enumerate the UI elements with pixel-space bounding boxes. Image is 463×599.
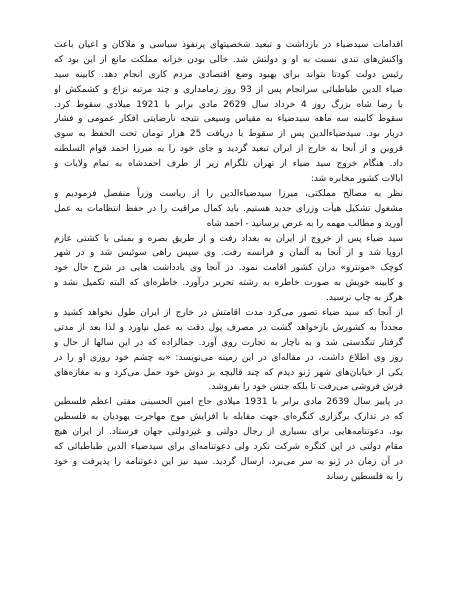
text-line: با رضا شاه بزرگ روز 4 خرداد سال 2629 مادی برابر با 1921 میلادی سقوط کرد.	[54, 99, 403, 110]
text-line: آورید و مطالب مهمه را به عرض برسانید - احمد شاه	[206, 218, 403, 229]
text-line: واکنش‌های تندی نسبت به او و دولتش شد. خالی بودن خزانه مملکت مانع از این بود که	[54, 54, 403, 65]
text-line: قزوین و از آنجا به خارج از ایران تبعید گردید و جای خود را به میرزا احمد قوام السلطنه	[54, 144, 403, 155]
text-line: در پاییز سال 2639 مادی برابر با 1931 میلادی حاج امین الحسینی مفتی اعظم فلسطین	[54, 397, 403, 408]
text-line: اقدامات سیدضیاء در بازداشت و تبعید شخصیتهای پرنفوذ سیاسی و ملاکان و اعیان باعث	[54, 40, 403, 50]
paragraph-4	[54, 306, 403, 395]
text-line: نظر به مصالح مملکتی، میرزا سیدضیاءالدین را از ریاست وزراً منفصل فرمودیم و	[54, 188, 403, 199]
paragraph-1	[54, 38, 403, 187]
paragraph-3	[54, 232, 403, 306]
text-line: که در تدارک برگزاری کنگره‌ای جهت مقابله با افزایش موج مهاجرت یهودیان به فلسطین	[54, 412, 403, 423]
paragraph-2	[54, 187, 403, 232]
text-line: اروپا شد و از آنجا به آلمان و فرانسه رفت. وی سپس راهی سوئیس شد و در شهر	[54, 248, 403, 259]
text-line: بود، دعوتنامه‌هایی برای بسیاری از رجال دولتی و غیردولتی جهان فرستاد. از ایران هیچ	[54, 427, 403, 438]
text-line: ضیاء الدین طباطبائی سرانجام پس از 93 روز زمامداری و چند مرتبه نزاع و کشمکش او	[54, 84, 403, 95]
text-line: مجدداً به کشورش بازخواهد گشت در مصرف پول دقت به عمل نیاورد و لذا بعد از مدتی	[54, 322, 403, 333]
text-line: رئیس دولت کودتا بتواند برای بهبود وضع اقتصادی مردم کاری انجام دهد. کابینه سید	[54, 69, 403, 80]
text-line: و کابینه خویش به صورت خاطره به رشته تحریر درآورد. خاطره‌ای که البته تکمیل نشد و	[54, 278, 403, 289]
text-line: مشغول تشکیل هیأت وزرای جدید هستیم. باید کمال مراقبت را در حفظ انتظامات به عمل	[54, 203, 403, 214]
text-line: دربار بود. سیدضیاءالدین پس از سقوط با دریافت 25 هزار تومان تحت الحفظ به سوی	[54, 129, 403, 140]
text-line: گرفتار تنگدستی شد و به ناچار به تجارت روی آورد. جمالزاده که در این سالها از حال و	[54, 337, 403, 348]
text-line: فرش فروشی می‌رفت تا بلکه جنس خود را بفروشد.	[208, 382, 403, 393]
text-line: از آنجا که سید ضیاء تصور می‌کرد مدت اقامتش در خارج از ایران طول نخواهد کشید و	[54, 308, 403, 319]
text-line: سقوط کابینه سه ماهه سیدضیاء به مقیاس وسیعی نتیجه نارضایتی افکار عمومی و فشار	[54, 114, 403, 125]
text-line: هرگز به چاپ نرسید.	[326, 293, 403, 304]
text-line: را به فلسطین رساند	[326, 471, 403, 482]
text-line: ایالات کشور مخابره شد:	[310, 174, 403, 185]
text-line: روز وی اطلاع داشت، در مقاله‌ای در این زمینه می‌نویسد: «به چشم خود روزی او را در	[54, 352, 403, 363]
text-line: کوچک «مونترو» دران کشور اقامت نمود. در آنجا وی یادداشت هایی در شرح حال خود	[54, 263, 403, 274]
text-line: سید ضیاء پس از خروج از ایران به بغداد رفت و از طریق بصره و بمبئی با کشتی عازم	[54, 233, 403, 244]
text-line: مقام دولتی در این کنگره شرکت نکرد ولی دعوتنامه‌ای برای سیدضیاء الدین طباطبائی که	[54, 442, 403, 453]
paragraph-5	[54, 395, 403, 484]
text-line: در آن زمان در ژنو به سر می‌برد، ارسال گردید. سید نیز این دعوتنامه را پذیرفت و خود	[54, 456, 403, 467]
text-line: یکی از خیابان‌های شهر ژنو دیدم که چند قالیچه بر دوش خود حمل می‌کرد و به مغازه‌های	[54, 367, 403, 378]
text-line: داد. هنگام خروج سید ضیاء از تهران تلگرام زیر از طرف احمدشاه به تمام ولایات و	[54, 159, 403, 170]
